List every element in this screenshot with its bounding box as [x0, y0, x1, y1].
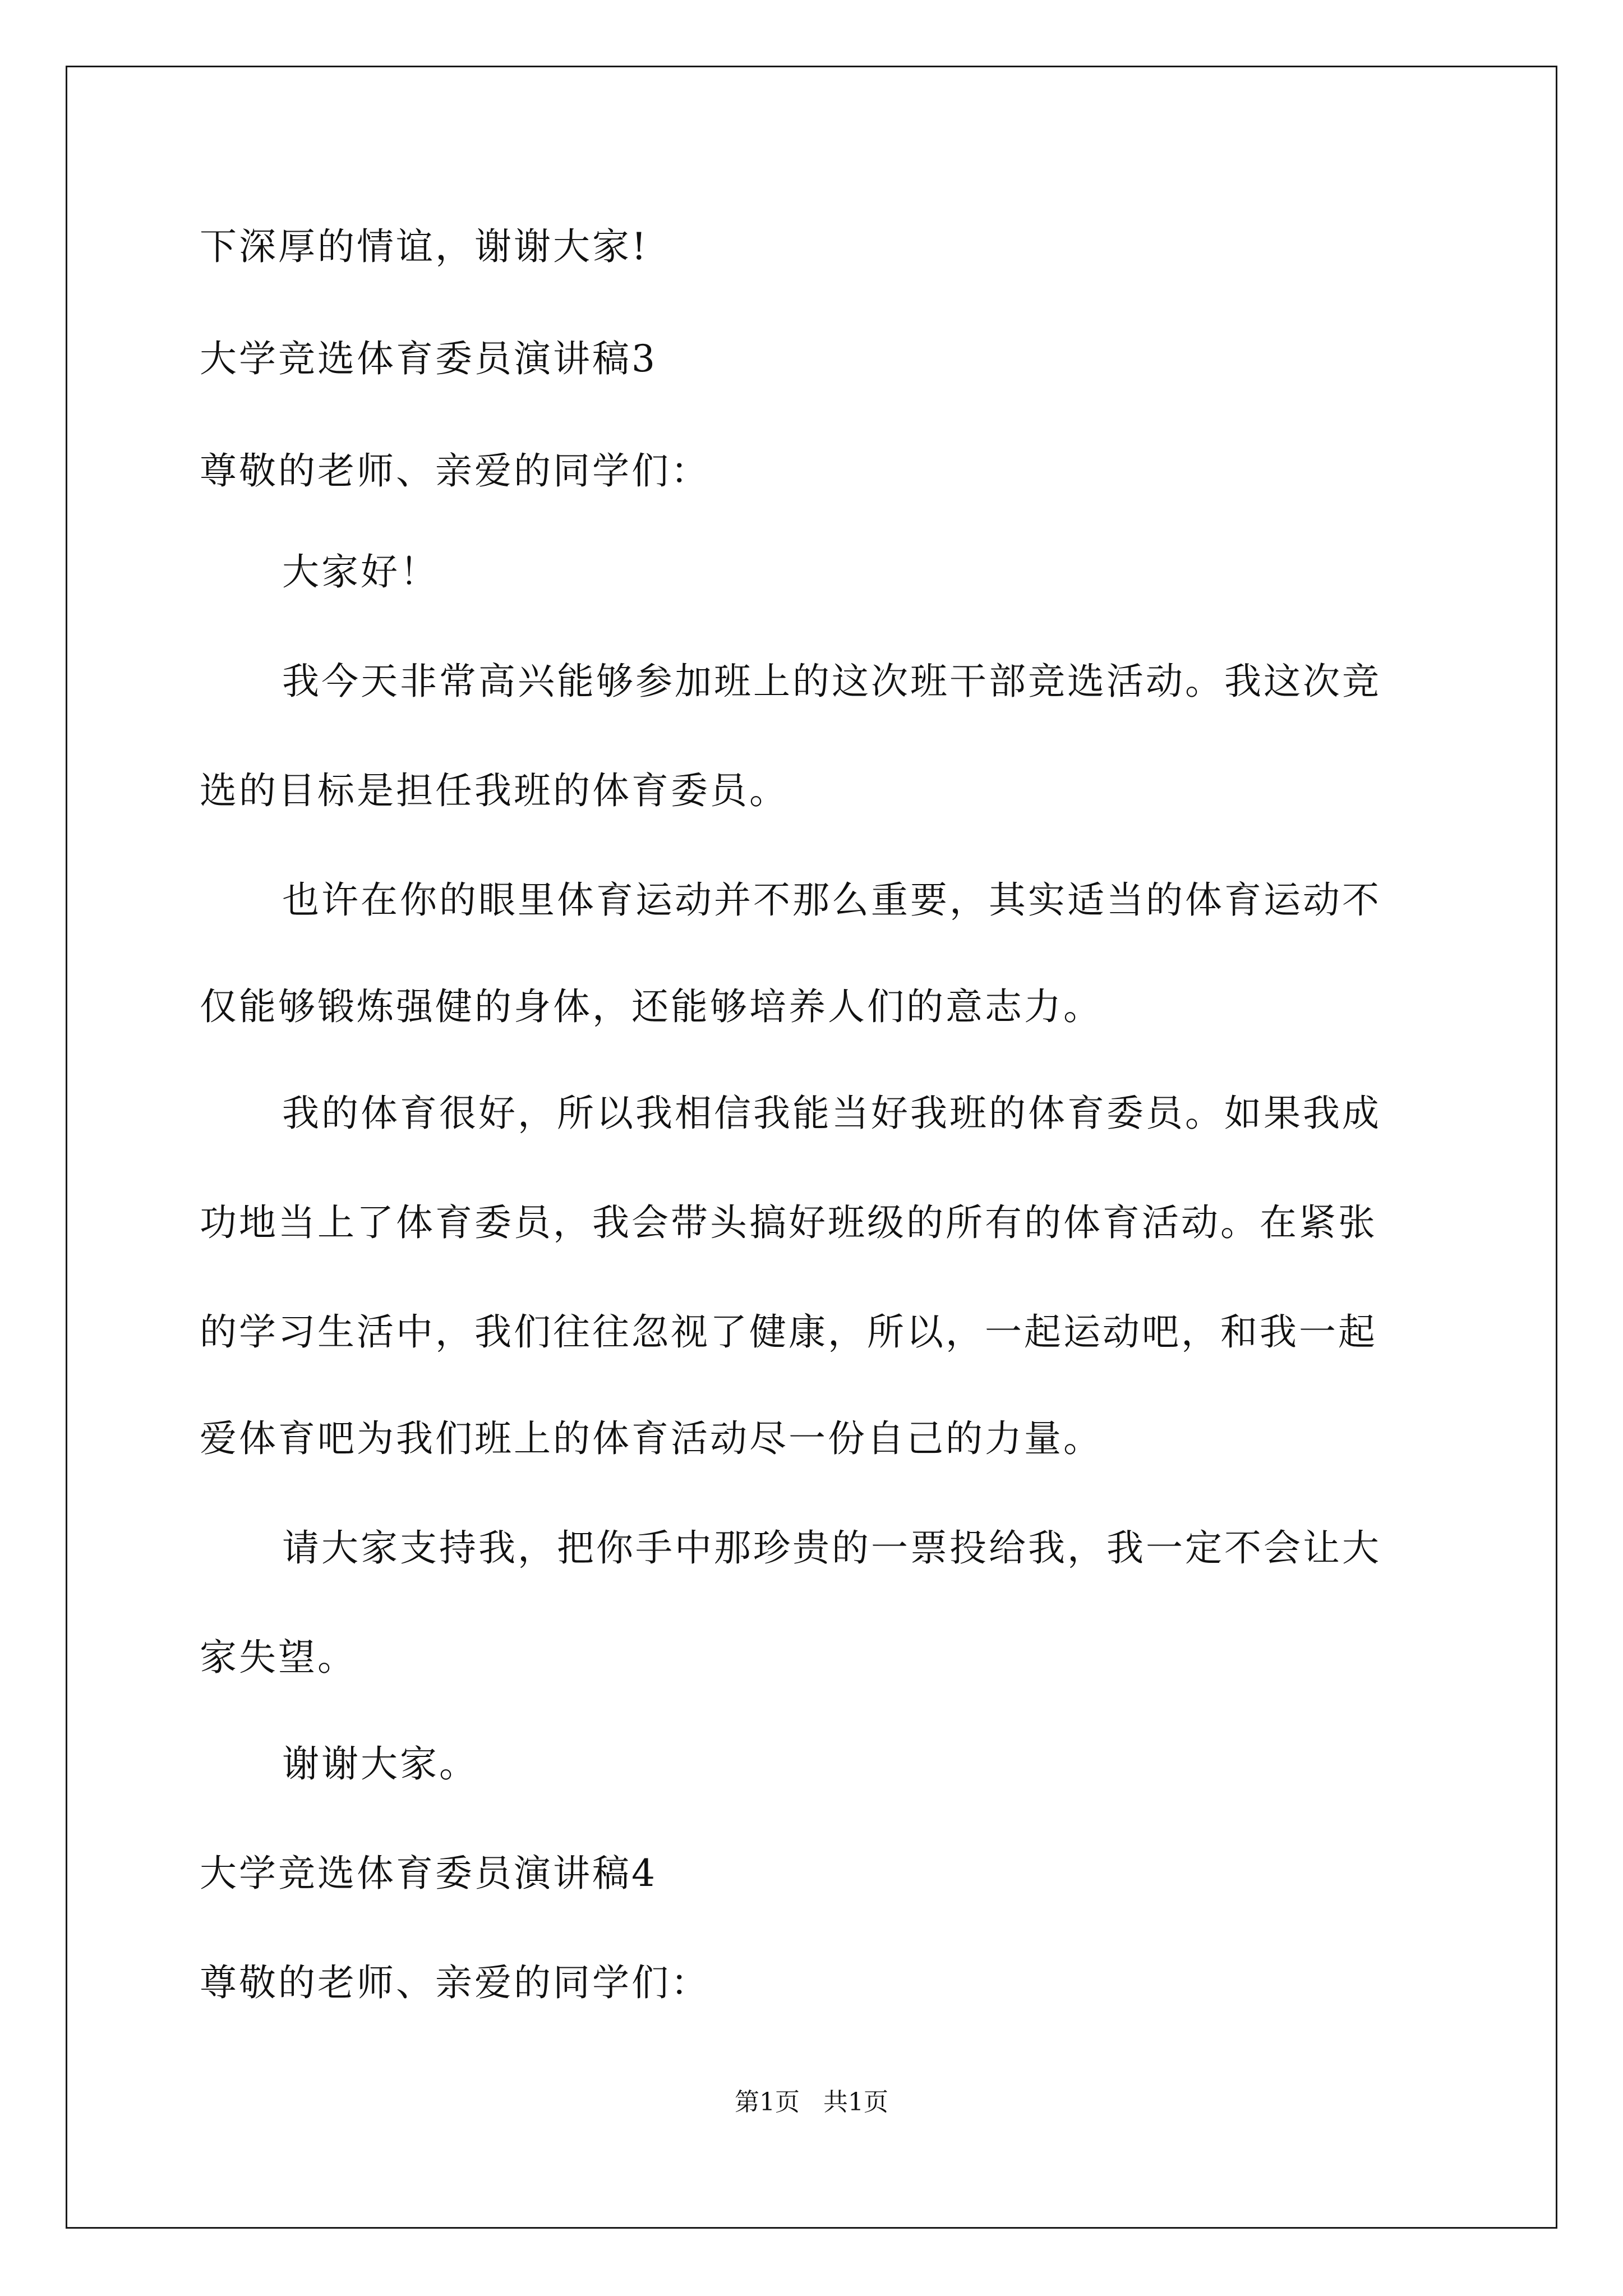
paragraph-line: 功地当上了体育委员，我会带头搞好班级的所有的体育活动。在紧张	[200, 1201, 1377, 1244]
page-number-footer: 第1页 共1页	[735, 2088, 888, 2116]
paragraph-line: 仅能够锻炼强健的身体，还能够培养人们的意志力。	[200, 985, 1103, 1028]
paragraph-line: 请大家支持我，把你手中那珍贵的一票投给我，我一定不会让大	[282, 1526, 1381, 1570]
paragraph-line: 我的体育很好，所以我相信我能当好我班的体育委员。如果我成	[282, 1092, 1381, 1135]
section-title-4: 大学竞选体育委员演讲稿4	[200, 1852, 657, 1895]
section-title-3: 大学竞选体育委员演讲稿3	[200, 337, 657, 380]
salutation-line: 尊敬的老师、亲爱的同学们：	[200, 449, 710, 493]
paragraph-line: 我今天非常高兴能够参加班上的这次班干部竞选活动。我这次竞	[282, 660, 1381, 703]
salutation-line: 尊敬的老师、亲爱的同学们：	[200, 1961, 710, 2004]
thanks-line: 谢谢大家。	[282, 1742, 478, 1786]
greeting-line: 大家好！	[282, 550, 439, 593]
paragraph-line: 爱体育吧为我们班上的体育活动尽一份自己的力量。	[200, 1417, 1103, 1460]
text-line-closing: 下深厚的情谊，谢谢大家!	[200, 225, 649, 268]
paragraph-line: 也许在你的眼里体育运动并不那么重要，其实适当的体育运动不	[282, 878, 1381, 922]
page-border	[66, 66, 1557, 2229]
paragraph-line: 选的目标是担任我班的体育委员。	[200, 769, 789, 812]
paragraph-line: 家失望。	[200, 1636, 357, 1679]
paragraph-line: 的学习生活中，我们往往忽视了健康，所以，一起运动吧，和我一起	[200, 1310, 1377, 1354]
